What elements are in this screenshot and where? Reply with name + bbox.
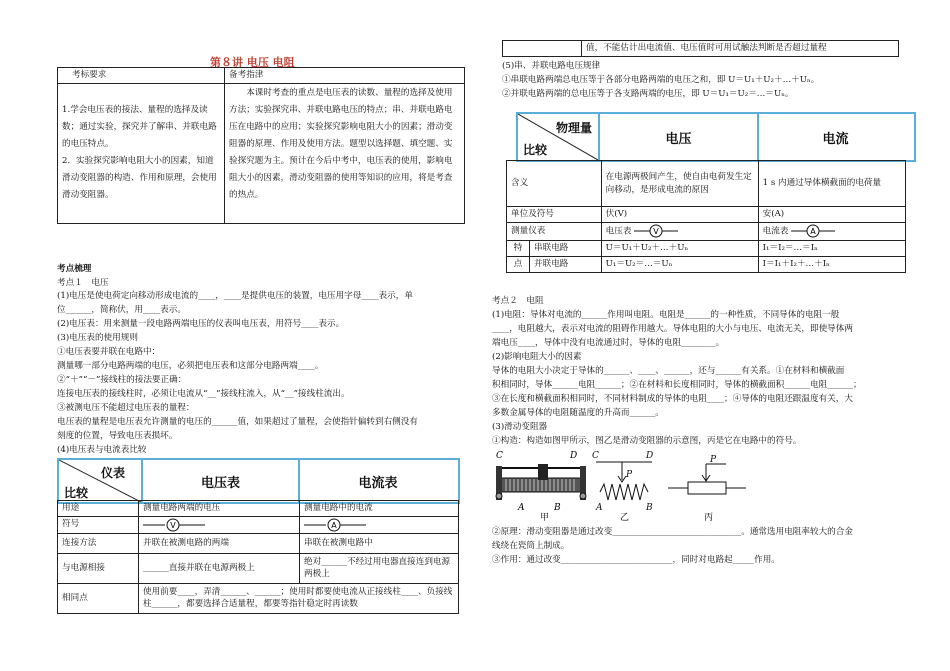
- cell: [503, 41, 582, 57]
- voltmeter-symbol-icon: [143, 518, 205, 532]
- text-line: ①串联电路两端总电压等于各部分电路两端的电压之和，即 U＝U₁＋U₂＋…＋Uₙ。: [502, 75, 820, 85]
- text-line: 连接电压表的接线柱时，必须让电流从“__”接线柱流入，从“__”接线柱流出。: [57, 389, 350, 399]
- quantity-compare-table: [506, 160, 906, 273]
- cell: 1 s 内通过导体横截面的电荷量: [758, 161, 905, 207]
- row-label: 相同点: [58, 583, 139, 613]
- symbol-letter: A: [331, 520, 337, 530]
- text-line: 位______，简称伏，用____表示。: [57, 305, 186, 315]
- rheostat-photo: [496, 451, 586, 513]
- text-line: (4)电压表与电流表比较: [57, 445, 147, 455]
- banner-corner-top: 仪表: [101, 466, 126, 480]
- label-P: P: [710, 455, 717, 465]
- text-line: ②并联电路两端的总电压等于各支路两端的电压，即 U＝U₁＝U₂＝…＝Uₙ。: [502, 89, 794, 99]
- page-title: 第８讲 电压 电阻: [210, 56, 295, 69]
- text-line: 导体的电阻大小决定于导体的______、____、______，还与______有关系。①在材料和横截面: [492, 366, 845, 376]
- cell-text: 电压表: [605, 226, 632, 237]
- label-C: C: [592, 451, 599, 461]
- kp2-heading: 考点２ 电阻: [492, 296, 544, 306]
- cell: 串联在被测电路中: [300, 533, 459, 553]
- row-label: 测量仪表: [507, 222, 602, 240]
- section-heading: 考点梳理: [57, 264, 92, 274]
- carryover-table: [502, 40, 899, 57]
- text-line: ①电压表要并联在电路中：: [57, 347, 161, 357]
- cell: 使用前要____，弄清______、______；使用时都要使电流从正接线柱____、负接线柱______，都要选择合适量程，都要等指针稳定时再读数: [139, 583, 459, 613]
- cell: U＝U₁＋U₂＋…＋Uₙ: [601, 240, 758, 256]
- text-line: 多数金属导体的电阻随温度的升高而______。: [492, 408, 664, 418]
- cell: 值，不能估计出电流值、电压值时可用试触法判断是否超过量程: [582, 41, 899, 57]
- cell: 伏(V): [601, 207, 758, 223]
- text-line: ②原理：滑动变阻器是通过改变______________________________。通常选用电阻率较大的合金: [492, 527, 853, 537]
- voltmeter-symbol-icon: [634, 224, 678, 238]
- text-line: ③作用：通过改变__________________________，同时对电路起_____作用。: [492, 555, 780, 565]
- meter-compare-table: [57, 500, 459, 614]
- text-line: (1)电压是使电荷定向移动形成电流的____，____是提供电压的装置，电压用字母____表示，单: [57, 291, 413, 301]
- row-label: 符号: [58, 516, 139, 533]
- cell: 在电源两极间产生，使自由电荷发生定向移动，是形成电流的原因: [601, 161, 758, 207]
- req-header-right: 备考指津: [225, 68, 465, 84]
- text-line: 电压表的量程是电压表允许测量的电压的______值，如果超过了量程，会使指针偏转到右侧没有: [57, 417, 418, 427]
- fig-label-jia: 甲: [540, 513, 550, 522]
- row-label: 点: [507, 256, 530, 272]
- row-label: 与电源相接: [58, 553, 139, 583]
- text-line: 线绕在瓷筒上制成。: [492, 541, 570, 551]
- text-line: (5)串、并联电路电压规律: [502, 61, 601, 71]
- text-line: ____，电阻越大，表示对电流的阻碍作用越大。导体电阻的大小与电压、电流无关，即使导体两: [492, 324, 853, 334]
- svg-text:V: V: [653, 227, 659, 236]
- text-line: (2)电压表：用来测量一段电路两端电压的仪表叫电压表，用符号____表示。: [57, 319, 345, 329]
- label-A: A: [596, 503, 603, 513]
- symbol-letter: V: [170, 520, 176, 530]
- text-line: ①构造：构造如图甲所示，图乙是滑动变阻器的示意图，丙是它在电路中的符号。: [492, 436, 802, 446]
- fig-label-bing: 丙: [704, 513, 714, 522]
- label-B: B: [646, 503, 653, 513]
- text-line: (1)电阻：导体对电流的______作用叫电阻。电阻是______的一种性质，不同导体的电阻一般: [492, 310, 840, 320]
- banner-corner-top: 物理量: [556, 121, 593, 135]
- quantity-compare-banner: [516, 112, 916, 162]
- banner-col-ammeter: 电流表: [358, 475, 398, 491]
- text-line: (2)影响电阻大小的因素: [492, 352, 582, 362]
- cell: [601, 222, 758, 240]
- ammeter-symbol-icon: [791, 224, 835, 238]
- text-line: ③被测电压不能超过电压表的量程：: [57, 403, 195, 413]
- text-line: 积相同时，导体______电阻______；②在材料和长度相同时，导体的横截面积______电阻______；: [492, 380, 862, 390]
- cell-text: 电流表: [762, 226, 789, 237]
- cell: 测量电路中的电流: [300, 501, 459, 517]
- row-label: 连接方法: [58, 533, 139, 553]
- label-A: A: [518, 503, 525, 513]
- rheostat-symbol: [668, 455, 746, 494]
- text-line: 刻度的位置，导致电压表损坏。: [57, 431, 178, 441]
- ammeter-symbol: [300, 516, 459, 533]
- cell: I₁＝I₂＝…＝Iₙ: [758, 240, 905, 256]
- text-line: ③在长度和横截面积相同时，不同材料制成的导体的电阻____；④导体的电阻还跟温度有关，大: [492, 394, 853, 404]
- req-content-left: 1.学会电压表的接法、量程的选择及读数；通过实验，探究并了解串、并联电路的电压特点。 2．实验探究影响电阻大小的因素，知道滑动变阻器的构造、作用和原理，会使用滑动变阻器。: [58, 83, 225, 223]
- cell: 安(A): [758, 207, 905, 223]
- text-line: (3)电压表的使用规则: [57, 333, 138, 343]
- label-D: D: [570, 451, 578, 461]
- row-label: 含义: [507, 161, 602, 207]
- label-P: P: [626, 470, 633, 480]
- cell: I＝I₁＋I₂＋…＋Iₙ: [758, 256, 905, 272]
- voltmeter-symbol: [139, 516, 300, 533]
- banner-corner-bottom: 比较: [523, 143, 548, 157]
- cell: 绝对______不经过用电器直接连到电源两极上: [300, 553, 459, 583]
- requirements-table: [57, 67, 465, 224]
- rheostat-schematic: [592, 451, 653, 513]
- label-C: C: [496, 451, 503, 461]
- banner-col-voltage: 电压: [665, 131, 692, 147]
- svg-text:A: A: [810, 227, 816, 236]
- text-line: 端电压____，导体中没有电流通过时，导体的电阻________。: [492, 338, 725, 348]
- row-label: 用途: [58, 501, 139, 517]
- cell: ______直接并联在电源两极上: [139, 553, 300, 583]
- label-B: B: [554, 503, 561, 513]
- text-line: ②“＋”“－”接线柱的接法要正确：: [57, 375, 187, 385]
- row-label: 串联电路: [530, 240, 602, 256]
- cell: U₁＝U₂＝…＝Uₙ: [601, 256, 758, 272]
- banner-corner-bottom: 比较: [64, 486, 89, 500]
- req-content-right: 本课时考查的重点是电压表的读数、量程的选择及使用方法；实验探究串、并联电路电压的特点；串、并联电路电压在电路中的应用；实验探究影响电阻大小的因素；滑动变阻器的原理、作用及使用方法。题型以选择题、填空题、实验探究题为主。预计在今后中考中，电压表的使用，影响电阻大小的因素，滑动变阻器的使用等知识的应用，将是考查的热点。: [225, 83, 465, 223]
- cell: 测量电路两端的电压: [139, 501, 300, 517]
- ammeter-symbol-icon: [304, 518, 366, 532]
- meter-compare-banner: [57, 458, 460, 504]
- text-line: 测量哪一部分电路两端的电压，必须把电压表和这部分电路两端____。: [57, 361, 324, 371]
- row-label: 特: [507, 240, 530, 256]
- label-D: D: [646, 451, 654, 461]
- text-line: (3)滑动变阻器: [492, 422, 548, 432]
- req-header-left: 考标要求: [58, 68, 225, 84]
- rheostat-figure: [492, 450, 792, 522]
- kp1-heading: 考点１ 电压: [57, 278, 109, 288]
- banner-col-current: 电流: [822, 131, 849, 147]
- row-label: 并联电路: [530, 256, 602, 272]
- banner-col-voltmeter: 电压表: [200, 475, 240, 491]
- cell: 并联在被测电路的两端: [139, 533, 300, 553]
- fig-label-yi: 乙: [620, 513, 630, 522]
- cell: [758, 222, 905, 240]
- row-label: 单位及符号: [507, 207, 602, 223]
